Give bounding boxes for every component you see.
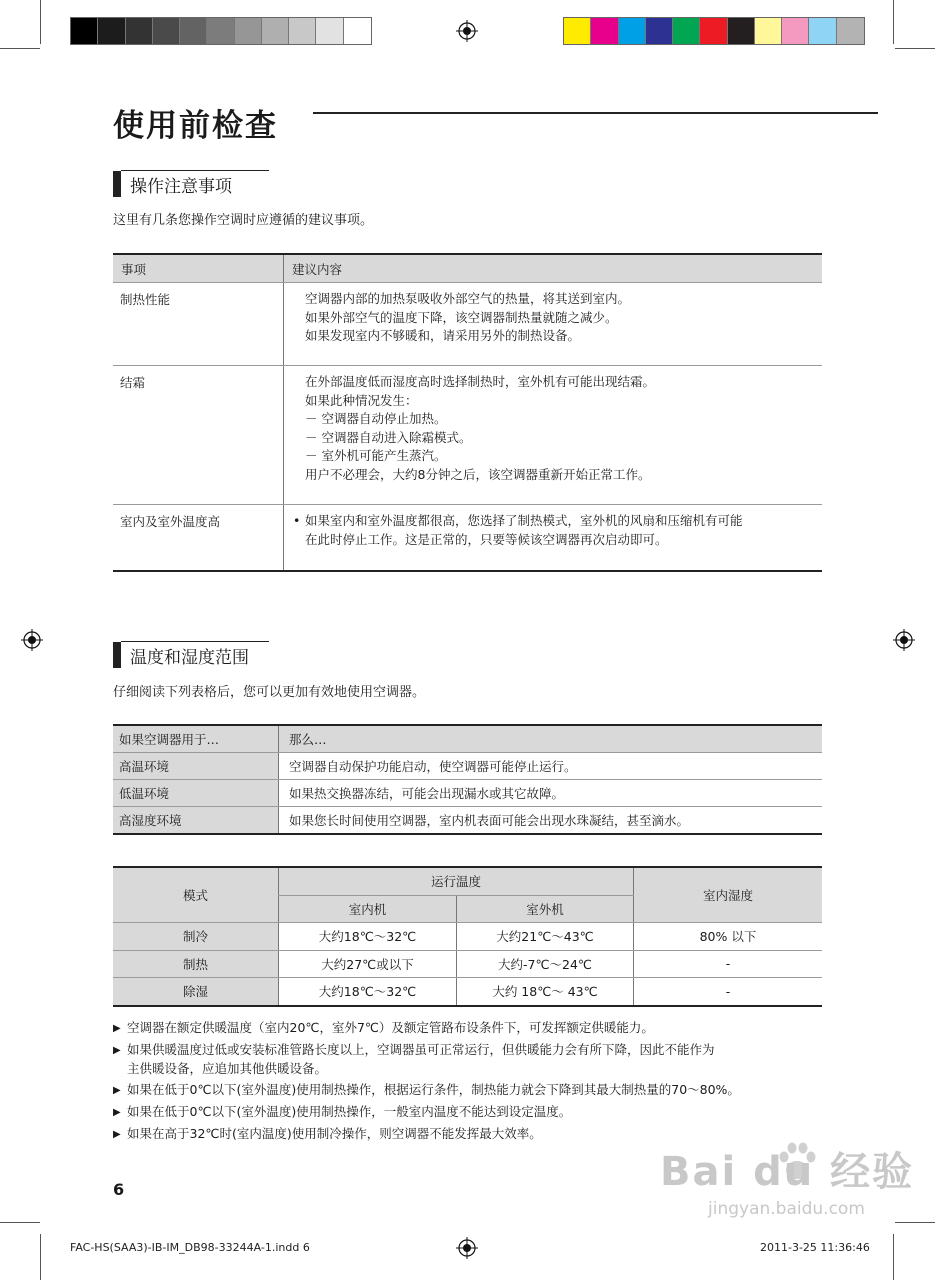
- table-row: [113, 978, 822, 1006]
- bullet: •: [293, 513, 301, 528]
- color-swatch: [235, 18, 262, 44]
- heading-bar: [113, 642, 121, 668]
- triangle-bullet-icon: ▶: [113, 1107, 121, 1118]
- footer-timestamp: 2011-3-25 11:36:46: [760, 1241, 870, 1254]
- mode-cell: 制冷: [113, 923, 279, 951]
- note-line: 如果供暖温度过低或安装标准管路长度以上，空调器虽可正常运行，但供暖能力会有所下降，因此不能作为: [127, 1042, 715, 1057]
- table-row: [113, 950, 822, 978]
- section-rule: [121, 641, 269, 642]
- color-swatch: [673, 18, 700, 44]
- table-header: 室内湿度: [634, 867, 823, 923]
- content-line: 在此时停止工作。这是正常的，只要等候该空调器再次启动即可。: [305, 531, 668, 547]
- registration-mark-icon: [21, 629, 43, 651]
- color-calibration-strip: [563, 17, 865, 45]
- color-swatch: [591, 18, 618, 44]
- watermark-brand: Bai du 经验: [660, 1149, 915, 1195]
- triangle-bullet-icon: ▶: [113, 1023, 121, 1034]
- section-heading-text: 操作注意事项: [130, 176, 232, 197]
- section-intro: 仔细阅读下列表格后，您可以更加有效地使用空调器。: [113, 685, 426, 700]
- row-content: [284, 283, 823, 366]
- condition-label: 低温环境: [113, 780, 279, 807]
- footer-filename: FAC-HS(SAA3)-IB-IM_DB98-33244A-1.indd 6: [70, 1241, 310, 1254]
- operating-range-table: [113, 866, 822, 1007]
- table-row: [113, 366, 822, 505]
- watermark-url: jingyan.baidu.com: [708, 1199, 865, 1219]
- operation-notes-table: [113, 253, 822, 572]
- row-item: 室内及室外温度高: [113, 505, 284, 571]
- table-header: 那么…: [279, 725, 823, 753]
- table-header: 室内机: [279, 895, 457, 923]
- condition-effect: 如果您长时间使用空调器，室内机表面可能会出现水珠凝结，甚至滴水。: [279, 807, 823, 835]
- note-line: 空调器在额定供暖温度（室内20℃，室外7℃）及额定管路布设条件下，可发挥额定供暖能力。: [127, 1020, 654, 1035]
- content-line: 用户不必理会，大约8分钟之后，该空调器重新开始正常工作。: [305, 466, 651, 482]
- indoor-temp-cell: 大约18℃～32℃: [279, 978, 457, 1006]
- note-item: [113, 1018, 833, 1038]
- notes-list: [113, 1018, 833, 1146]
- condition-label: 高温环境: [113, 753, 279, 780]
- color-swatch: [782, 18, 809, 44]
- registration-mark-icon: [456, 20, 478, 42]
- color-swatch: [262, 18, 289, 44]
- mode-cell: 除湿: [113, 978, 279, 1006]
- content-line: － 空调器自动停止加热。: [305, 411, 447, 426]
- crop-mark: [895, 1222, 935, 1223]
- table-header: 事项: [113, 254, 284, 283]
- note-item: [113, 1080, 833, 1100]
- content-line: 如果室内和室外温度都很高，您选择了制热模式，室外机的风扇和压缩机有可能: [305, 513, 743, 528]
- table-header: 建议内容: [284, 254, 823, 283]
- watermark: [660, 1140, 914, 1219]
- color-swatch: [126, 18, 153, 44]
- content-line: 如果此种情况发生：: [305, 392, 418, 408]
- table-row: [113, 505, 822, 571]
- triangle-bullet-icon: ▶: [113, 1085, 121, 1096]
- color-swatch: [728, 18, 755, 44]
- section-heading-temperature-range: [113, 642, 249, 668]
- table-row: [113, 807, 822, 835]
- conditions-table: [113, 724, 822, 835]
- content-line: － 空调器自动进入除霜模式。: [305, 429, 472, 445]
- condition-label: 高湿度环境: [113, 807, 279, 835]
- color-swatch: [180, 18, 207, 44]
- grayscale-calibration-strip: [70, 17, 372, 45]
- color-swatch: [646, 18, 673, 44]
- color-swatch: [316, 18, 343, 44]
- table-header: 如果空调器用于…: [113, 725, 279, 753]
- section-intro: 这里有几条您操作空调时应遵循的建议事项。: [113, 213, 374, 228]
- content-line: 如果外部空气的温度下降，该空调器制热量就随之减少。: [305, 309, 618, 325]
- crop-mark: [40, 1234, 41, 1280]
- note-item: [113, 1102, 833, 1122]
- indoor-temp-cell: 大约27℃或以下: [279, 950, 457, 978]
- title-rule: [313, 112, 878, 114]
- color-swatch: [153, 18, 180, 44]
- outdoor-temp-cell: 大约 18℃～ 43℃: [457, 978, 634, 1006]
- crop-mark: [895, 48, 935, 49]
- condition-effect: 空调器自动保护功能启动，使空调器可能停止运行。: [279, 753, 823, 780]
- humidity-cell: -: [634, 978, 823, 1006]
- note-item: [113, 1040, 833, 1078]
- indoor-temp-cell: 大约18℃～32℃: [279, 923, 457, 951]
- outdoor-temp-cell: 大约-7℃～24℃: [457, 950, 634, 978]
- color-swatch: [344, 18, 371, 44]
- color-swatch: [755, 18, 782, 44]
- registration-mark-icon: [456, 1237, 478, 1259]
- color-swatch: [98, 18, 125, 44]
- section-heading-operation-notes: [113, 171, 232, 197]
- content-line: 在外部温度低而湿度高时选择制热时，室外机有可能出现结霜。: [305, 374, 656, 389]
- heading-bar: [113, 171, 121, 197]
- table-header: 模式: [113, 867, 279, 923]
- triangle-bullet-icon: ▶: [113, 1045, 121, 1056]
- content-line: 空调器内部的加热泵吸收外部空气的热量，将其送到室内。: [305, 291, 631, 306]
- content-line: － 室外机可能产生蒸汽。: [305, 448, 447, 463]
- color-swatch: [207, 18, 234, 44]
- mode-cell: 制热: [113, 950, 279, 978]
- content-line: 如果发现室内不够暖和，请采用另外的制热设备。: [305, 328, 581, 343]
- table-row: [113, 780, 822, 807]
- crop-mark: [893, 1234, 894, 1280]
- color-swatch: [837, 18, 864, 44]
- table-row: [113, 753, 822, 780]
- color-swatch: [619, 18, 646, 44]
- note-line: 如果在低于0℃以下(室外温度)使用制热操作，根据运行条件，制热能力就会下降到其最大制热量的70～80%。: [127, 1082, 740, 1097]
- note-line: 如果在低于0℃以下(室外温度)使用制热操作，一般室内温度不能达到设定温度。: [127, 1104, 572, 1119]
- note-line: 如果在高于32℃时(室内温度)使用制冷操作，则空调器不能发挥最大效率。: [127, 1126, 542, 1141]
- triangle-bullet-icon: ▶: [113, 1129, 121, 1140]
- page-number: 6: [113, 1180, 125, 1199]
- table-header: 运行温度: [279, 867, 634, 895]
- condition-effect: 如果热交换器冻结，可能会出现漏水或其它故障。: [279, 780, 823, 807]
- row-content: [284, 505, 823, 571]
- crop-mark: [0, 48, 40, 49]
- crop-mark: [40, 0, 41, 44]
- color-swatch: [809, 18, 836, 44]
- color-swatch: [700, 18, 727, 44]
- section-heading-text: 温度和湿度范围: [130, 647, 249, 668]
- table-header: 室外机: [457, 895, 634, 923]
- row-item: 制热性能: [113, 283, 284, 366]
- page-title: 使用前检查: [113, 108, 278, 144]
- color-swatch: [564, 18, 591, 44]
- row-item: 结霜: [113, 366, 284, 505]
- table-row: [113, 283, 822, 366]
- humidity-cell: 80% 以下: [634, 923, 823, 951]
- color-swatch: [289, 18, 316, 44]
- color-swatch: [71, 18, 98, 44]
- crop-mark: [0, 1222, 40, 1223]
- table-row: [113, 923, 822, 951]
- outdoor-temp-cell: 大约21℃～43℃: [457, 923, 634, 951]
- note-line: 主供暖设备，应追加其他供暖设备。: [127, 1061, 328, 1076]
- registration-mark-icon: [893, 629, 915, 651]
- row-content: [284, 366, 823, 505]
- crop-mark: [893, 0, 894, 44]
- humidity-cell: -: [634, 950, 823, 978]
